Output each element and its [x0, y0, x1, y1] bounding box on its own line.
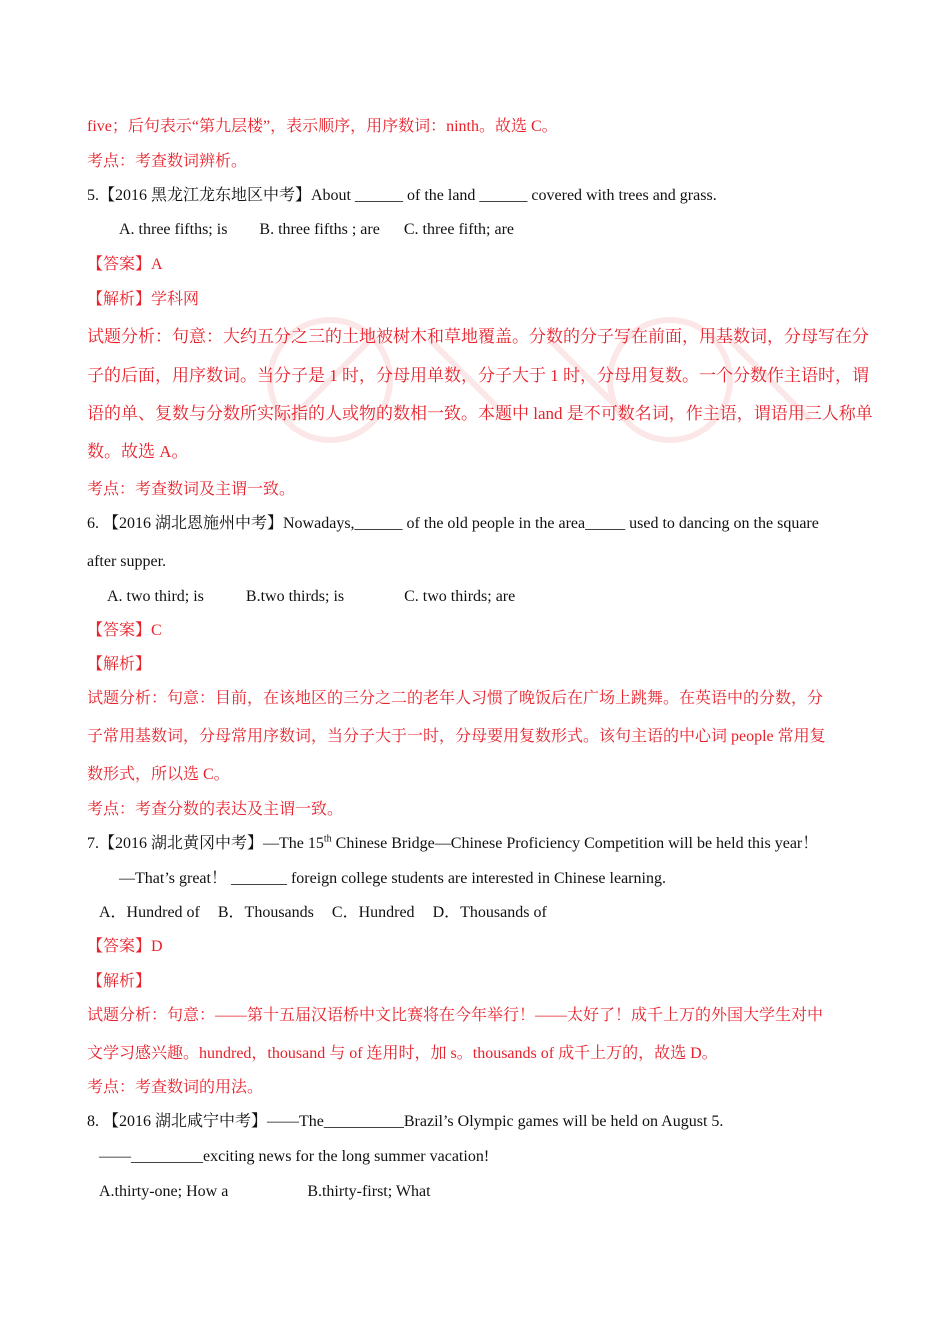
option-c: C．Hundred [331, 904, 415, 921]
question-5: 5.【2016 黑龙江龙东地区中考】About ______ of the land ______ covered with trees and grass. [87, 187, 717, 204]
option-a: A.thirty-one; How a [99, 1183, 229, 1200]
question-6-options [107, 586, 515, 608]
question-8-reply: ——_________exciting news for the long summer vacation! [99, 1148, 490, 1165]
question-8-options [99, 1181, 431, 1203]
key-point: 考点：考查数词及主谓一致。 [87, 481, 296, 498]
analysis-label: 【解析】 [87, 973, 152, 990]
option-c: C. two thirds; are [404, 588, 516, 605]
analysis-label: 【解析】 [87, 656, 152, 673]
answer-label: 【答案】D [87, 938, 163, 955]
question-7-reply: —That’s great！ _______ foreign college students are interested in Chinese learning. [119, 870, 666, 887]
key-point: 考点：考查分数的表达及主谓一致。 [87, 801, 344, 818]
key-point: 考点：考查数词辨析。 [87, 153, 248, 170]
explanation-line: five；后句表示“第九层楼”，表示顺序，用序数词：ninth。故选 C。 [87, 118, 558, 135]
analysis-text: 试题分析：句意：——第十五届汉语桥中文比赛将在今年举行！——太好了！成千上万的外国大学生对中 [87, 1007, 824, 1024]
option-b: B.two thirds; is [245, 588, 345, 605]
analysis-text: 数形式，所以选 C。 [87, 766, 230, 783]
question-8: 8. 【2016 湖北咸宁中考】——The__________Brazil’s Olympic games will be held on August 5. [87, 1113, 724, 1130]
question-6: 6. 【2016 湖北恩施州中考】Nowadays,______ of the old people in the area_____ used to dancing on the square [87, 515, 819, 532]
question-7-end: Chinese Bridge—Chinese Proficiency Competition will be held this year！ [331, 835, 819, 852]
question-7-options [99, 902, 547, 924]
analysis-text: 文学习感兴趣。hundred，thousand 与 of 连用时，加 s。thousands of 成千上万的，故选 D。 [87, 1045, 718, 1062]
option-a: A. two third; is [107, 588, 204, 605]
analysis-text: 数。故选 A。 [87, 442, 189, 461]
option-a: A. three fifths; is [119, 221, 228, 238]
key-point: 考点：考查数词的用法。 [87, 1079, 264, 1096]
ordinal-suffix: th [323, 833, 332, 845]
question-5-options [119, 219, 514, 241]
analysis-label: 【解析】学科网 [87, 291, 200, 308]
question-6-continued: after supper. [87, 553, 167, 570]
analysis-text: 试题分析：句意：目前，在该地区的三分之二的老年人习惯了晚饭后在广场上跳舞。在英语中的分数，分 [87, 690, 824, 707]
answer-label: 【答案】C [87, 622, 162, 639]
analysis-text: 语的单、复数与分数所实际指的人或物的数相一致。本题中 land 是不可数名词，作主语，谓语用三人称单 [87, 404, 873, 423]
analysis-text: 子的后面，用序数词。当分子是 1 时，分母用单数，分子大于 1 时，分母用复数。一个分数作主语时，谓 [87, 366, 869, 385]
option-b: B.thirty-first; What [307, 1183, 431, 1200]
option-b: B. three fifths ; are [259, 221, 380, 238]
analysis-text: 子常用基数词，分母常用序数词，当分子大于一时，分母要用复数形式。该句主语的中心词 people 常用复 [87, 728, 826, 745]
option-b: B．Thousands [217, 904, 314, 921]
option-d: D．Thousands of [432, 904, 547, 921]
answer-label: 【答案】A [87, 256, 163, 273]
analysis-text: 试题分析：句意：大约五分之三的土地被树木和草地覆盖。分数的分子写在前面，用基数词，分母写在分 [87, 327, 869, 346]
question-7 [87, 833, 818, 855]
option-c: C. three fifth; are [403, 221, 514, 238]
option-a: A．Hundred of [99, 904, 200, 921]
question-7-start: 7.【2016 湖北黄冈中考】—The 15 [87, 835, 324, 852]
